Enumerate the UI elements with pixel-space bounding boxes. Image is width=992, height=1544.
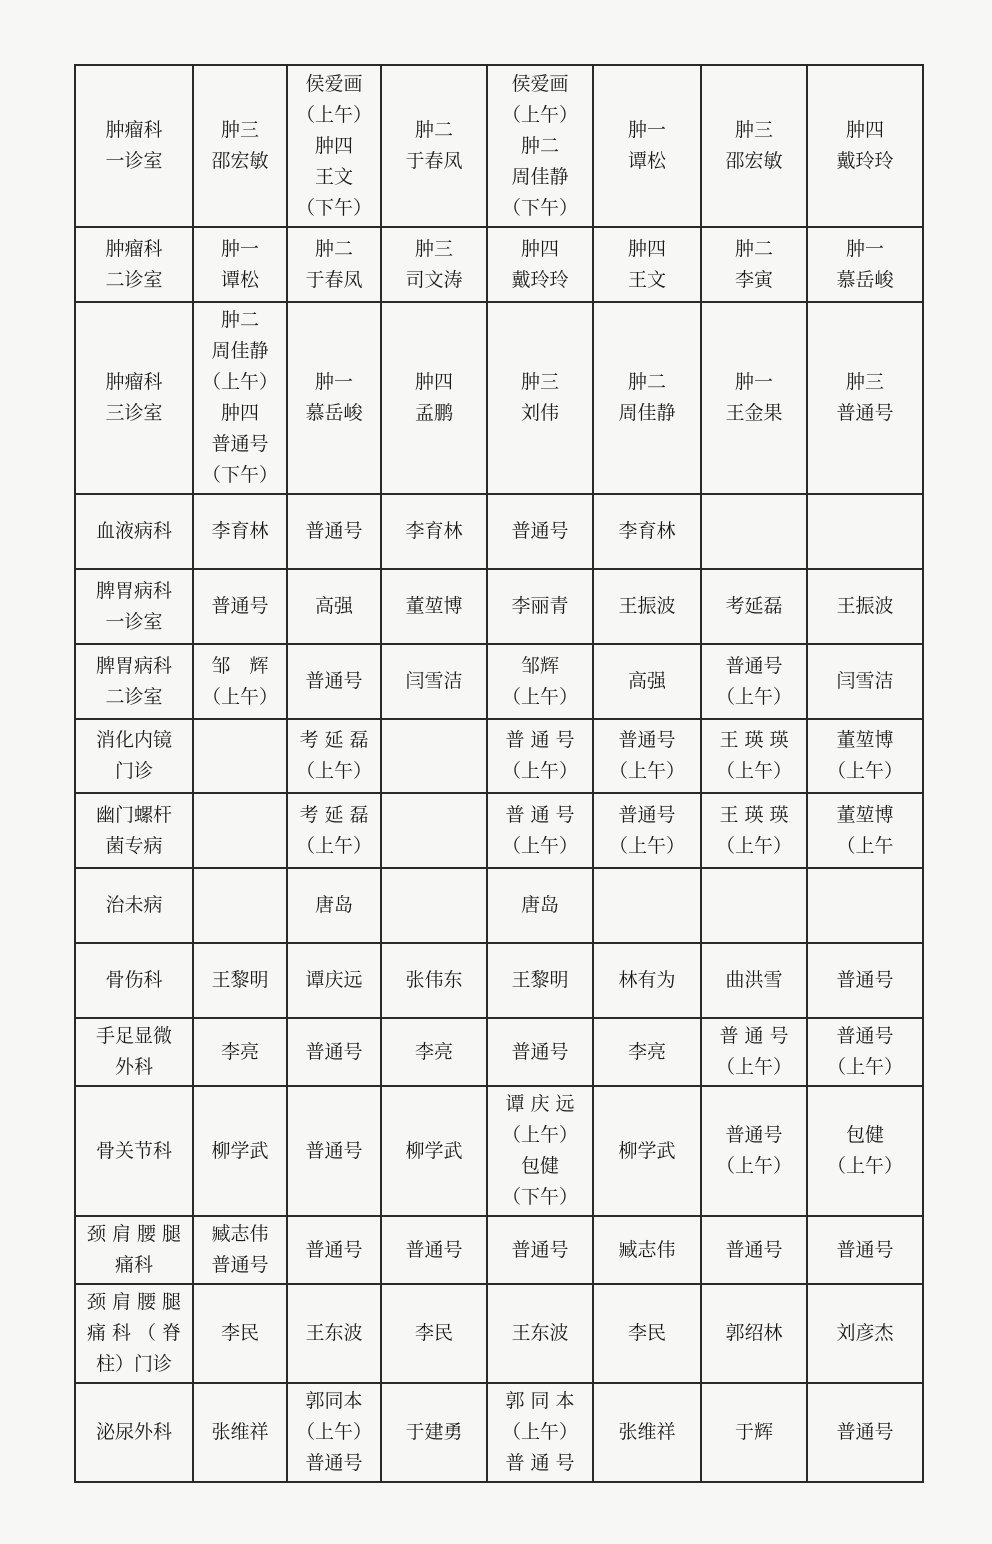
schedule-cell: 侯爱画 （上午） 肿四 王文 （下午） [287,65,381,227]
schedule-body [75,65,923,1482]
schedule-cell: 普通号 [487,1216,593,1284]
schedule-cell: 普通号 [487,1018,593,1086]
table-row [75,1383,923,1482]
department-cell: 颈 肩 腰 腿 痛科 [75,1216,193,1284]
department-cell: 泌尿外科 [75,1383,193,1482]
table-row [75,868,923,943]
department-cell: 治未病 [75,868,193,943]
schedule-cell: 王振波 [593,569,701,644]
schedule-cell: 董堃博 （上午 [807,793,923,868]
schedule-cell: 肿一 慕岳峻 [287,302,381,494]
schedule-cell: 郭绍林 [701,1284,807,1383]
schedule-cell: 肿四 戴玲玲 [807,65,923,227]
schedule-cell: 李民 [593,1284,701,1383]
schedule-cell: 肿二 于春凤 [381,65,487,227]
schedule-cell: 李亮 [381,1018,487,1086]
schedule-cell: 普通号 （上午） [593,793,701,868]
department-cell: 骨伤科 [75,943,193,1018]
table-row [75,1284,923,1383]
department-cell: 幽门螺杆 菌专病 [75,793,193,868]
schedule-cell: 普通号 [701,1216,807,1284]
department-cell: 血液病科 [75,494,193,569]
department-cell: 骨关节科 [75,1086,193,1216]
schedule-cell [193,719,287,793]
schedule-cell: 邹辉 （上午） [487,644,593,719]
table-row [75,227,923,302]
schedule-cell: 普通号 [287,1018,381,1086]
schedule-cell [807,494,923,569]
department-cell: 颈 肩 腰 腿 痛 科 （ 脊 柱）门诊 [75,1284,193,1383]
schedule-cell: 肿二 周佳静 [593,302,701,494]
schedule-cell [381,719,487,793]
schedule-cell: 普通号 [287,494,381,569]
schedule-cell: 普通号 （上午） [807,1018,923,1086]
schedule-cell: 王东波 [287,1284,381,1383]
schedule-cell: 李民 [381,1284,487,1383]
table-row [75,644,923,719]
schedule-cell: 高强 [287,569,381,644]
schedule-cell: 李丽青 [487,569,593,644]
schedule-cell: 肿二 李寅 [701,227,807,302]
department-cell: 肿瘤科 三诊室 [75,302,193,494]
schedule-cell: 肿一 慕岳峻 [807,227,923,302]
schedule-cell: 普通号 [487,494,593,569]
schedule-cell: 闫雪洁 [381,644,487,719]
table-row [75,793,923,868]
schedule-cell: 柳学武 [193,1086,287,1216]
schedule-cell: 肿三 司文涛 [381,227,487,302]
schedule-cell: 于建勇 [381,1383,487,1482]
schedule-cell: 普通号 [807,1383,923,1482]
table-row [75,569,923,644]
schedule-cell: 林有为 [593,943,701,1018]
schedule-cell [381,868,487,943]
schedule-cell: 王 瑛 瑛 （上午） [701,719,807,793]
schedule-cell: 肿三 邵宏敏 [701,65,807,227]
schedule-cell: 普通号 [287,1216,381,1284]
schedule-cell: 高强 [593,644,701,719]
schedule-cell: 李民 [193,1284,287,1383]
department-cell: 消化内镜 门诊 [75,719,193,793]
schedule-cell: 肿二 周佳静 （上午） 肿四 普通号 （下午） [193,302,287,494]
schedule-cell: 谭庆远 [287,943,381,1018]
schedule-cell: 李育林 [193,494,287,569]
department-cell: 肿瘤科 二诊室 [75,227,193,302]
schedule-cell: 王黎明 [487,943,593,1018]
schedule-cell: 臧志伟 普通号 [193,1216,287,1284]
schedule-cell: 郭 同 本 （上午） 普 通 号 [487,1383,593,1482]
department-cell: 脾胃病科 二诊室 [75,644,193,719]
schedule-cell: 王 瑛 瑛 （上午） [701,793,807,868]
schedule-cell: 普 通 号 （上午） [487,793,593,868]
schedule-cell: 张伟东 [381,943,487,1018]
schedule-cell: 普通号 [287,644,381,719]
schedule-cell: 肿四 王文 [593,227,701,302]
schedule-cell: 柳学武 [593,1086,701,1216]
schedule-cell: 李育林 [381,494,487,569]
schedule-cell: 曲洪雪 [701,943,807,1018]
schedule-cell: 李亮 [593,1018,701,1086]
schedule-cell: 普通号 （上午） [701,1086,807,1216]
clinic-schedule-table [74,64,924,1483]
schedule-cell: 肿四 孟鹏 [381,302,487,494]
schedule-cell: 肿三 刘伟 [487,302,593,494]
schedule-cell: 考 延 磊 （上午） [287,719,381,793]
table-row [75,1018,923,1086]
schedule-cell: 普通号 [287,1086,381,1216]
schedule-cell: 郭同本 （上午） 普通号 [287,1383,381,1482]
schedule-cell: 包健 （上午） [807,1086,923,1216]
schedule-cell [701,494,807,569]
schedule-cell: 肿一 谭松 [593,65,701,227]
schedule-cell: 唐岛 [487,868,593,943]
schedule-cell: 普通号 [381,1216,487,1284]
schedule-cell: 唐岛 [287,868,381,943]
schedule-cell: 于辉 [701,1383,807,1482]
schedule-cell: 普 通 号 （上午） [701,1018,807,1086]
schedule-cell: 肿二 于春凤 [287,227,381,302]
schedule-cell: 张维祥 [593,1383,701,1482]
schedule-cell: 普通号 （上午） [593,719,701,793]
department-cell: 脾胃病科 一诊室 [75,569,193,644]
department-cell: 肿瘤科 一诊室 [75,65,193,227]
table-row [75,65,923,227]
schedule-cell: 董堃博 [381,569,487,644]
schedule-cell [807,868,923,943]
schedule-cell: 肿三 普通号 [807,302,923,494]
schedule-cell: 普通号 （上午） [701,644,807,719]
schedule-cell: 普 通 号 （上午） [487,719,593,793]
schedule-cell: 谭 庆 远 （上午） 包健 （下午） [487,1086,593,1216]
department-cell: 手足显微 外科 [75,1018,193,1086]
schedule-cell: 普通号 [807,943,923,1018]
table-row [75,719,923,793]
schedule-cell: 肿一 谭松 [193,227,287,302]
table-row [75,494,923,569]
schedule-cell: 考延磊 [701,569,807,644]
schedule-cell [193,793,287,868]
table-row [75,302,923,494]
schedule-cell [593,868,701,943]
table-row [75,1086,923,1216]
schedule-cell: 柳学武 [381,1086,487,1216]
schedule-cell: 考 延 磊 （上午） [287,793,381,868]
schedule-cell: 侯爱画 （上午） 肿二 周佳静 （下午） [487,65,593,227]
schedule-cell: 王东波 [487,1284,593,1383]
schedule-cell: 邹 辉 （上午） [193,644,287,719]
schedule-cell: 普通号 [807,1216,923,1284]
schedule-cell: 李亮 [193,1018,287,1086]
schedule-cell [381,793,487,868]
schedule-cell: 肿四 戴玲玲 [487,227,593,302]
schedule-cell: 刘彦杰 [807,1284,923,1383]
schedule-cell: 王黎明 [193,943,287,1018]
schedule-cell: 肿三 邵宏敏 [193,65,287,227]
table-row [75,1216,923,1284]
schedule-cell: 臧志伟 [593,1216,701,1284]
table-row [75,943,923,1018]
schedule-cell [701,868,807,943]
schedule-cell: 普通号 [193,569,287,644]
schedule-cell: 闫雪洁 [807,644,923,719]
schedule-cell: 王振波 [807,569,923,644]
schedule-cell: 李育林 [593,494,701,569]
schedule-cell: 董堃博 （上午） [807,719,923,793]
schedule-cell: 肿一 王金果 [701,302,807,494]
schedule-cell: 张维祥 [193,1383,287,1482]
schedule-cell [193,868,287,943]
